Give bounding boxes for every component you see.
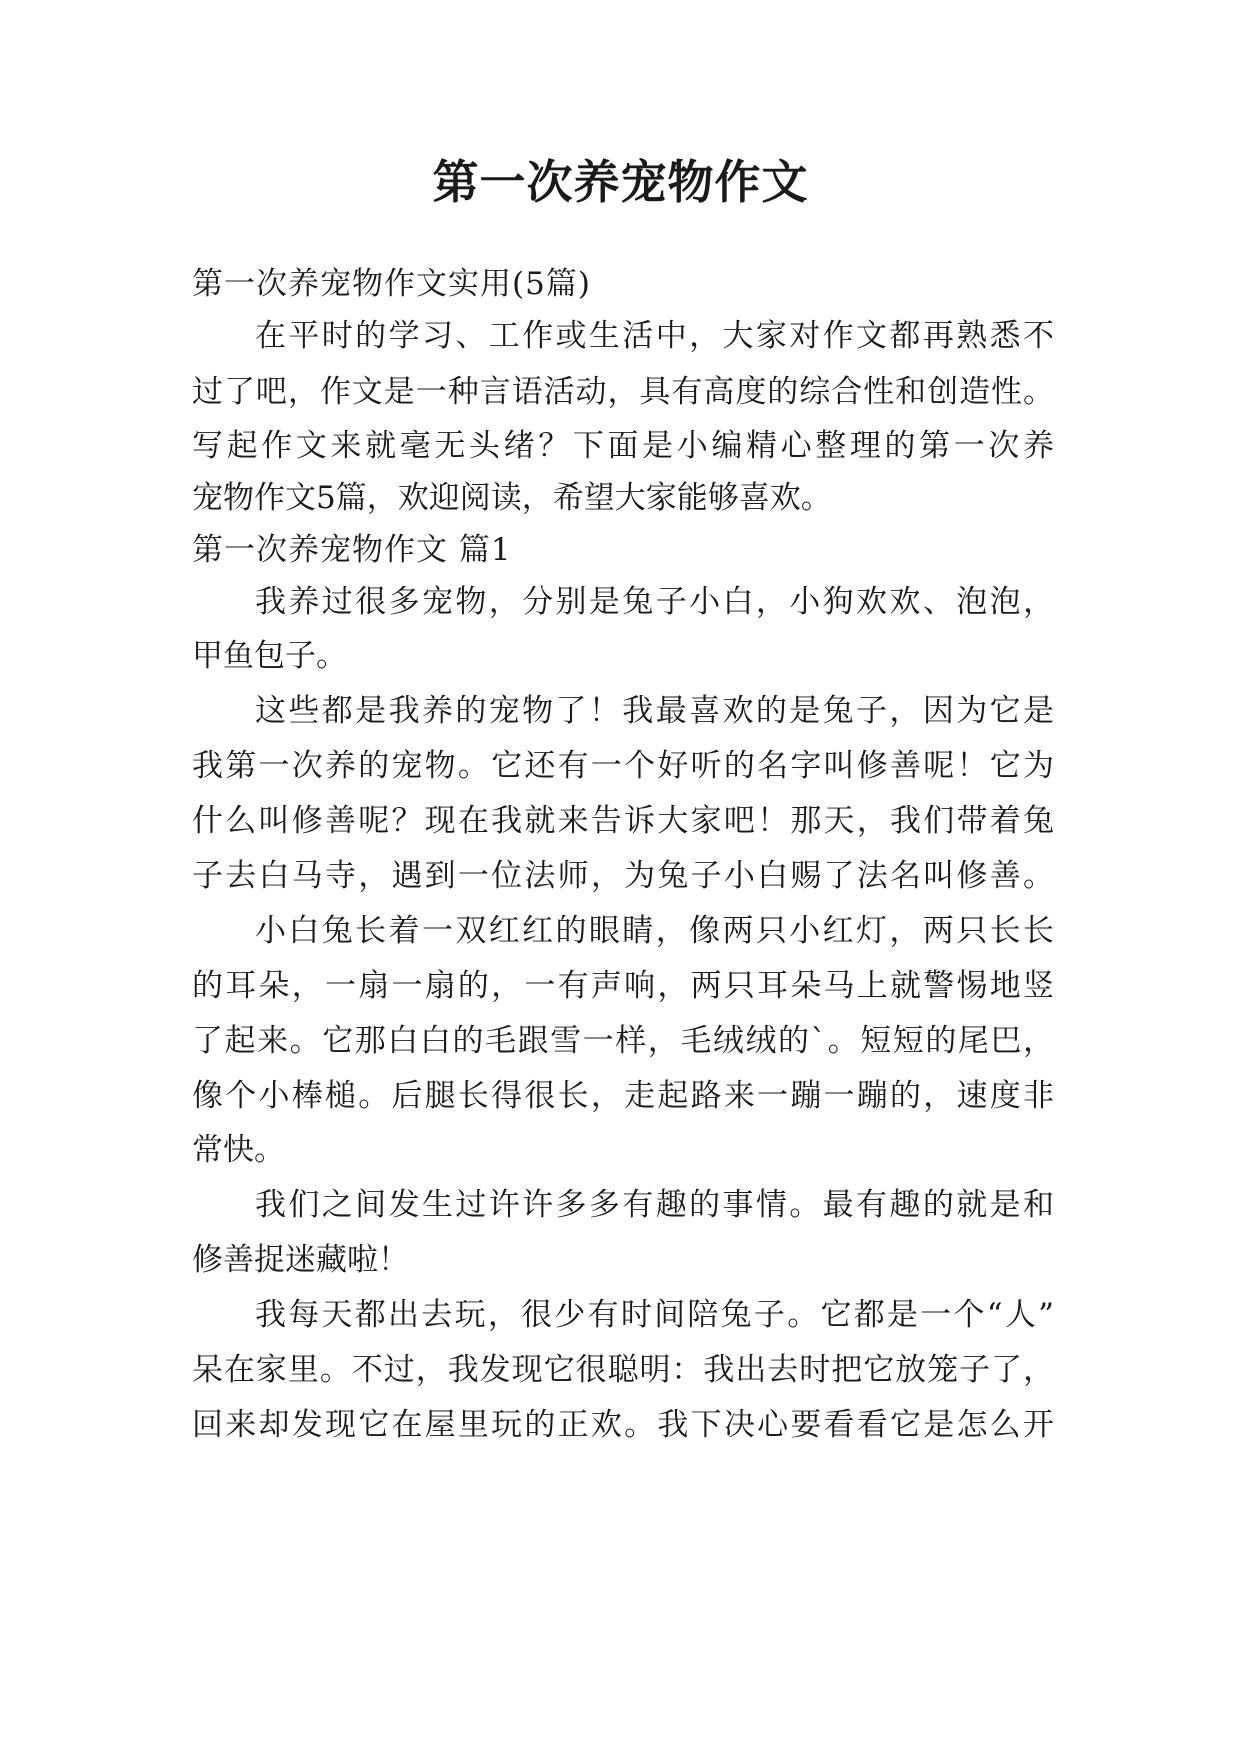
paragraph-line: 写起作文来就毫无头绪？下面是小编精心整理的第一次养 — [192, 428, 1054, 464]
section-heading: 第一次养宠物作文 篇1 — [192, 532, 512, 568]
paragraph-line: 在平时的学习、工作或生活中，大家对作文都再熟悉不 — [255, 318, 1054, 354]
paragraph-line: 过了吧，作文是一种言语活动，具有高度的综合性和创造性。 — [192, 374, 1054, 410]
paragraph-line: 像个小棒槌。后腿长得很长，走起路来一蹦一蹦的，速度非 — [192, 1078, 1054, 1114]
paragraph-line: 什么叫修善呢？现在我就来告诉大家吧！那天，我们带着兔 — [192, 803, 1054, 839]
paragraph-line: 常快。 — [192, 1132, 285, 1168]
paragraph-line: 我养过很多宠物，分别是兔子小白，小狗欢欢、泡泡， — [255, 584, 1054, 620]
paragraph-line: 宠物作文5篇，欢迎阅读，希望大家能够喜欢。 — [192, 480, 832, 516]
paragraph-line: 修善捉迷藏啦！ — [192, 1242, 409, 1278]
paragraph-line: 的耳朵，一扇一扇的，一有声响，两只耳朵马上就警惕地竖 — [192, 968, 1054, 1004]
paragraph-line: 我每天都出去玩，很少有时间陪兔子。它都是一个“人” — [255, 1297, 1054, 1333]
paragraph-line: 回来却发现它在屋里玩的正欢。我下决心要看看它是怎么开 — [192, 1407, 1054, 1443]
paragraph-line: 呆在家里。不过，我发现它很聪明：我出去时把它放笼子了， — [192, 1352, 1054, 1388]
paragraph-line: 小白兔长着一双红红的眼睛，像两只小红灯，两只长长 — [255, 913, 1054, 949]
paragraph-line: 了起来。它那白白的毛跟雪一样，毛绒绒的`。短短的尾巴， — [192, 1023, 1054, 1059]
paragraph-line: 甲鱼包子。 — [192, 638, 347, 674]
subtitle-line: 第一次养宠物作文实用(5篇) — [192, 266, 591, 302]
document-title: 第一次养宠物作文 — [432, 155, 809, 209]
paragraph-line: 子去白马寺，遇到一位法师，为兔子小白赐了法名叫修善。 — [192, 858, 1054, 894]
paragraph-line: 这些都是我养的宠物了！我最喜欢的是兔子，因为它是 — [255, 693, 1054, 729]
paragraph-line: 我们之间发生过许许多多有趣的事情。最有趣的就是和 — [255, 1187, 1054, 1223]
paragraph-line: 我第一次养的宠物。它还有一个好听的名字叫修善呢！它为 — [192, 748, 1054, 784]
